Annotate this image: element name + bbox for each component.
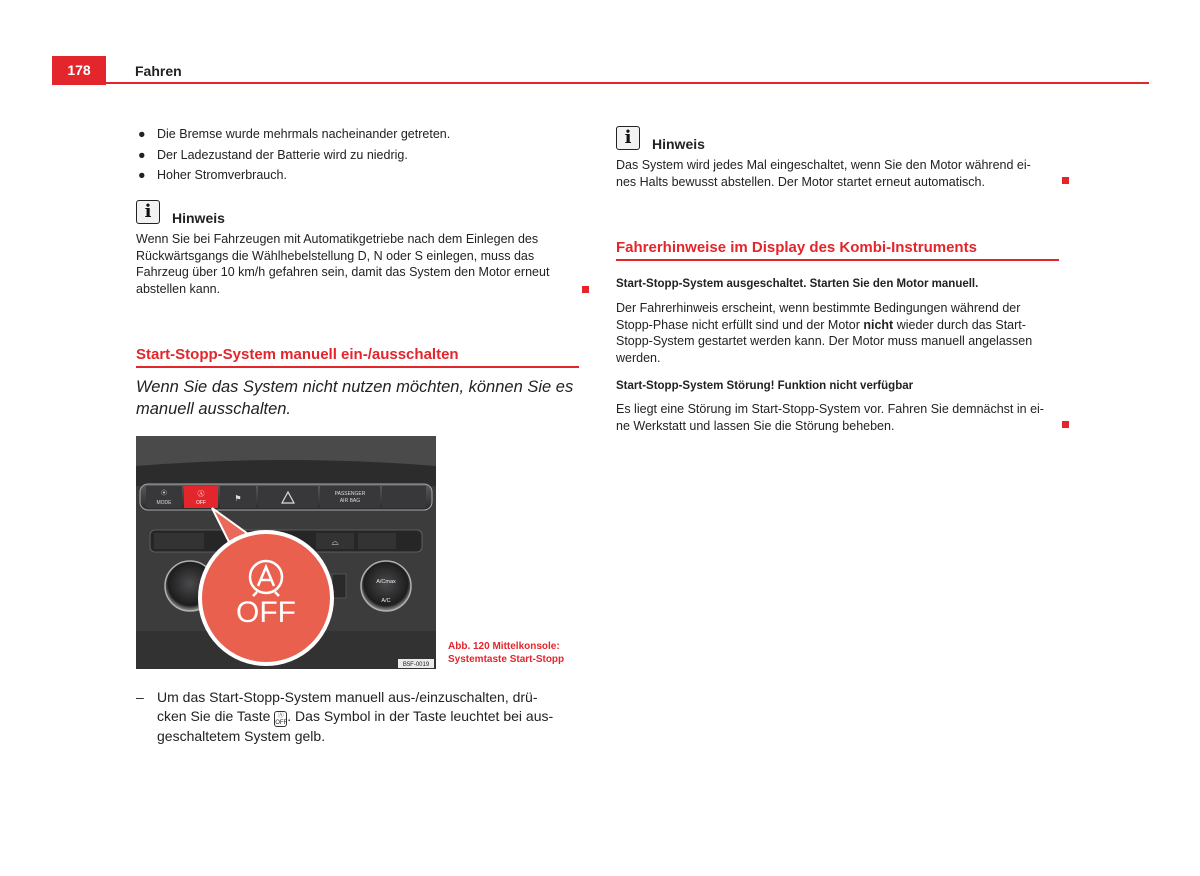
note-title: Hinweis [652,136,705,152]
bullet-icon: ● [138,168,146,182]
subsection-title: Start-Stopp-System Störung! Funktion nicht verfügbar [616,380,914,392]
info-icon: i [616,126,640,150]
section-rule [136,366,579,368]
bullet-icon: ● [138,147,146,162]
svg-text:Ⓐ: Ⓐ [197,491,205,498]
condition-list [137,124,577,186]
subsection-title: Start-Stopp-System ausgeschaltet. Starten Sie den Motor manuell. [616,278,979,290]
end-mark [1062,177,1069,184]
console-illustration [136,436,436,669]
step-dash: – [136,689,144,705]
note-text: Wenn Sie bei Fahrzeugen mit Automatikgetriebe nach dem Einlegen des Rückwärtsgangs die Wählhebelstellung D, N oder S einlegen, muss das Fahrzeug über 10 km/h gefahren sein, damit das System den Motor erneut abstellen kann. [136,232,550,296]
list-item: ● Hoher Stromverbrauch. [137,165,577,186]
end-mark [582,286,589,293]
start-stop-key-icon: Ⓐ OFF [275,713,288,726]
section-heading: Fahrerhinweise im Display des Kombi-Instruments [616,239,977,256]
section-intro: Wenn Sie das System nicht nutzen möchten, können Sie es manuell ausschalten. [136,378,574,418]
figure-code: B5F-0019 [402,662,430,668]
subsection-text: Der Fahrerhinweis erscheint, wenn bestimmte Bedingungen während der Stopp-Phase nicht erfüllt sind und der Motor nicht wieder durch das Start- Stopp-System gestartet werden kann. Der Motor muss manuell angelassen werden. [616,301,1033,365]
section-rule [616,259,1059,261]
section-heading: Start-Stopp-System manuell ein-/ausschalten [136,346,459,363]
svg-text:⚑: ⚑ [234,494,242,503]
page-number: 178 [67,62,91,78]
figure-caption: Abb. 120 Mittelkonsole: Systemtaste Start-Stopp [448,641,565,665]
passenger-label: PASSENGER [334,491,366,497]
end-mark [1062,421,1069,428]
ac-label: A/C [381,598,391,604]
note-text: Das System wird jedes Mal eingeschaltet, wenn Sie den Motor während ei- nes Halts bewusst abstellen. Der Motor startet erneut automatisch. [616,158,1031,189]
list-item: ● Die Bremse wurde mehrmals nacheinander getreten. [137,124,577,145]
svg-text:⦿: ⦿ [160,491,168,497]
header-rule [106,82,1149,84]
svg-text:⌓: ⌓ [331,538,339,548]
console-figure [136,436,436,669]
list-item: ● Der Ladezustand der Batterie wird zu niedrig. [137,145,577,166]
note-title: Hinweis [172,210,225,226]
info-icon: i [136,200,160,224]
bullet-icon: ● [138,127,146,141]
airbag-label: AIR BAG [339,498,361,504]
callout-off-label: OFF [236,596,296,629]
off-small-label: OFF [196,500,206,506]
instruction-step: – Um das Start-Stopp-System manuell aus-/einzuschalten, drü- cken Sie die Taste Ⓐ OFF. Das Symbol in der Taste leuchtet bei aus- geschaltetem System gelb. [136,689,554,744]
subsection-text: Es liegt eine Störung im Start-Stopp-System vor. Fahren Sie demnächst in ei- ne Werkstatt und lassen Sie die Störung beheben. [616,402,1044,433]
mode-label: MODE [156,500,172,506]
header-section-title: Fahren [135,63,182,79]
ac-max-label: A/Cmax [376,579,396,585]
